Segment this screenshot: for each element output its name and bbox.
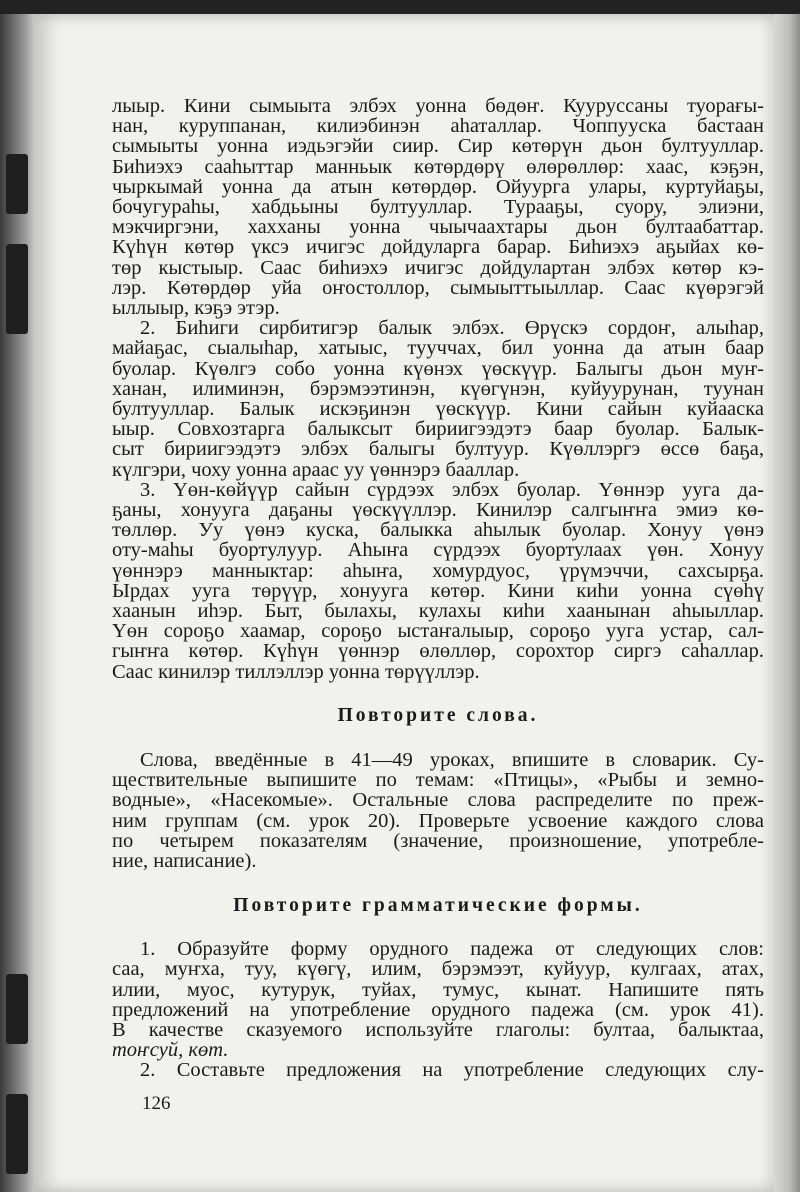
spine-mark: [6, 974, 28, 1044]
text-line: ним группам (см. урок 20). Проверьте усвоение каждого слова: [112, 809, 764, 832]
text-line: лыыр. Кини сымыыта элбэх уонна бөдөҥ. Кууруссаны туорағы-: [112, 95, 764, 117]
text-line: күлгэри, чоху уонна араас уу үөннэрэ бааллар.: [112, 458, 520, 481]
text-line: ханан, илиминэн, бэрэмээтинэн, күөгүнэн, куйуурунан, туунан: [112, 377, 764, 400]
text-line: илии, муос, кутурук, туйах, тумус, кынат. Напишите пять: [112, 978, 764, 1001]
text-line: мэкчиргэни, хахханы уонна чыычаахтары дьон бултаабаттар.: [112, 216, 764, 239]
text-line: оту-маһы буортулуур. Аһыҥа сүрдээх буортулаах үөн. Хонуу: [112, 539, 764, 562]
text-line: саа, муҥха, туу, күөгү, илим, бэрэмээт, куйуур, кулгаах, атах,: [112, 958, 764, 981]
text-line: ҕаны, хонууга даҕаны үөскүүллэр. Кинилэр салгыҥҥа эмиэ кө-: [112, 499, 764, 522]
text-line: майаҕас, сыалыһар, хатыыс, тууччах, бил уонна да атын баар: [112, 337, 764, 360]
text-line: ыллыыр, кэҕэ этэр.: [112, 297, 280, 320]
paragraph-birds: [112, 96, 764, 318]
text-line: Күһүн көтөр үксэ ичигэс дойдуларга барар. Биһиэхэ аҕыйах кө-: [112, 236, 764, 259]
text-line: водные», «Насекомые». Остальные слова распределите по преж-: [112, 789, 764, 812]
text-line: ние, написание).: [112, 849, 257, 872]
text-line: 1. Образуйте форму орудного падежа от следующих слов:: [140, 938, 764, 961]
text-line: В качестве сказуемого используйте глаголы: бултаа, балыктаа,: [112, 1018, 764, 1041]
text-line: хаанын иһэр. Быт, былахы, кулахы киһи хаанынан аһыыллар.: [112, 600, 764, 623]
text-line: бултууллар. Балык искэҕинэн үөскүүр. Кини сайын куйааска: [112, 398, 764, 421]
section-heading-grammar-forms: Повторите грамматические формы.: [233, 895, 643, 917]
paragraph-exercise-2: [112, 1060, 764, 1080]
text-line: Үөн сороҕо хаамар, сороҕо ыстаҥалыыр, сороҕо ууга устар, сал-: [112, 620, 764, 643]
section-heading-repeat-words: Повторите слова.: [337, 704, 539, 726]
page-text-column: [112, 96, 764, 1081]
text-line: Биһиэхэ сааһыттар манньык көтөрдөрү өлөрөллөр: хаас, кэҕэн,: [112, 155, 764, 178]
spine-mark: [6, 154, 28, 214]
text-line: ществительные выпишите по темам: «Птицы», «Рыбы и земно-: [112, 769, 764, 792]
text-line: гыҥҥа көтөр. Күһүн үөннэр өлөллөр, сорохтор сиргэ саһаллар.: [112, 640, 764, 663]
text-line: Слова, введённые в 41—49 уроках, впишите в словарик. Су-: [140, 748, 764, 771]
paragraph-repeat-words: [112, 750, 764, 871]
text-line: Саас кинилэр тиллэллэр уонна төрүүллэр.: [112, 660, 480, 683]
text-line: лэр. Көтөрдөр уйа оҥостоллор, сымыыттыыллар. Саас күөрэгэй: [112, 276, 764, 299]
text-line: чыркымай уонна да атын көтөрдөр. Ойуурга улары, куртуйаҕы,: [112, 175, 764, 198]
paragraph-insects: [112, 480, 764, 682]
text-line: по четырем показателям (значение, произношение, употребле-: [112, 829, 764, 852]
text-line: бочугураһы, хабдьыны бултууллар. Турааҕы, суору, элиэни,: [112, 196, 764, 219]
paragraph-fish: [112, 318, 764, 480]
text-line: 3. Үөн-көйүүр сайын сүрдээх элбэх буолар. Үөннэр ууга да-: [140, 478, 764, 501]
page-number: 126: [142, 1093, 171, 1114]
text-line: 2. Составьте предложения на употребление следующих слу-: [140, 1059, 764, 1082]
text-line-italic: тоҥсуй, көт.: [112, 1039, 229, 1062]
text-line: 2. Биһиги сирбитигэр балык элбэх. Өрүскэ сордоҥ, алыһар,: [140, 317, 764, 340]
text-line: Ырдах ууга төрүүр, хонууга көтөр. Кини киһи уонна сүөһү: [112, 579, 764, 602]
text-line: буолар. Күөлгэ собо уонна күөнэх үөскүүр. Балыгы дьон муҥ-: [112, 357, 764, 380]
spine-mark: [6, 244, 28, 334]
text-line: төр кыстыыр. Саас биһиэхэ ичигэс дойдулартан элбэх көтөр кэ-: [112, 256, 764, 279]
text-line: предложений на употребление орудного падежа (см. урок 41).: [112, 998, 764, 1021]
text-line: үөннэрэ манныктар: аһыҥа, хомурдуос, үрүмэччи, сахсырҕа.: [112, 559, 764, 582]
text-line: сымыыты уонна иэдьэгэйи сиир. Сир көтөрүн дьон бултууллар.: [112, 135, 764, 158]
paragraph-exercise-1: [112, 939, 764, 1060]
text-line: ыыр. Совхозтарга балыксыт бириигээдэтэ баар буолар. Балык-: [112, 418, 764, 441]
spine-mark: [6, 1094, 28, 1174]
book-spine-strip: [0, 14, 36, 1192]
text-line: төллөр. Уу үөнэ куска, балыкка аһылык буолар. Хонуу үөнэ: [112, 519, 764, 542]
text-line: нан, куруппанан, килиэбинэн аһаталлар. Чоппууска бастаан: [112, 115, 764, 138]
text-line: сыт бириигээдэтэ элбэх балыгы бултуур. Күөллэргэ өссө баҕа,: [112, 438, 764, 461]
page-right-edge: [774, 14, 800, 1192]
